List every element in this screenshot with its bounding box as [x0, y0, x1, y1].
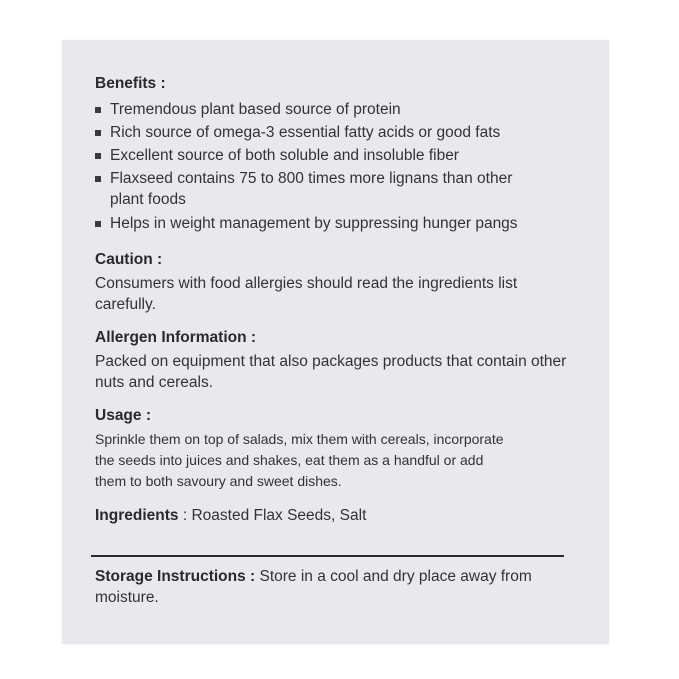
storage-section — [95, 566, 575, 608]
benefit-item-text: Rich source of omega-3 essential fatty acids or good fats — [110, 124, 501, 141]
usage-heading: Usage : — [95, 407, 151, 424]
bullet-square-icon — [95, 107, 101, 113]
section-divider — [91, 555, 564, 557]
bullet-square-icon — [95, 153, 101, 159]
benefit-item-text: Flaxseed contains 75 to 800 times more lignans than other plant foods — [110, 170, 513, 208]
caution-heading: Caution : — [95, 251, 163, 268]
benefit-item — [95, 121, 595, 144]
allergen-section — [95, 328, 595, 393]
benefit-item — [95, 144, 595, 167]
benefit-item-text: Excellent source of both soluble and insoluble fiber — [110, 147, 459, 164]
benefit-item — [95, 98, 595, 121]
ingredients-section — [95, 505, 595, 526]
ingredients-heading: Ingredients — [95, 507, 179, 524]
bullet-square-icon — [95, 130, 101, 136]
benefit-item — [95, 212, 595, 235]
bullet-square-icon — [95, 221, 101, 227]
benefits-list — [95, 98, 595, 235]
bullet-square-icon — [95, 176, 101, 182]
ingredients-value: : Roasted Flax Seeds, Salt — [182, 507, 367, 524]
usage-section — [95, 406, 595, 492]
benefit-item — [95, 168, 530, 210]
benefit-item-text: Helps in weight management by suppressing hunger pangs — [110, 215, 518, 232]
allergen-heading: Allergen Information : — [95, 329, 257, 346]
product-label-card — [62, 40, 609, 644]
usage-text: Sprinkle them on top of salads, mix them with cereals, incorporate the seeds into juices and shakes, eat them as a handful or add them to both savoury and sweet dishes. — [95, 431, 504, 489]
caution-text: Consumers with food allergies should read the ingredients list carefully. — [95, 275, 518, 313]
caution-section — [95, 250, 595, 315]
benefit-item-text: Tremendous plant based source of protein — [110, 101, 401, 118]
label-content — [95, 74, 595, 526]
storage-heading: Storage Instructions : — [95, 568, 256, 585]
benefits-heading: Benefits : — [95, 75, 166, 92]
allergen-text: Packed on equipment that also packages products that contain other nuts and cereals. — [95, 353, 567, 391]
storage-value: Store in a cool and dry place away from moisture. — [95, 568, 532, 606]
